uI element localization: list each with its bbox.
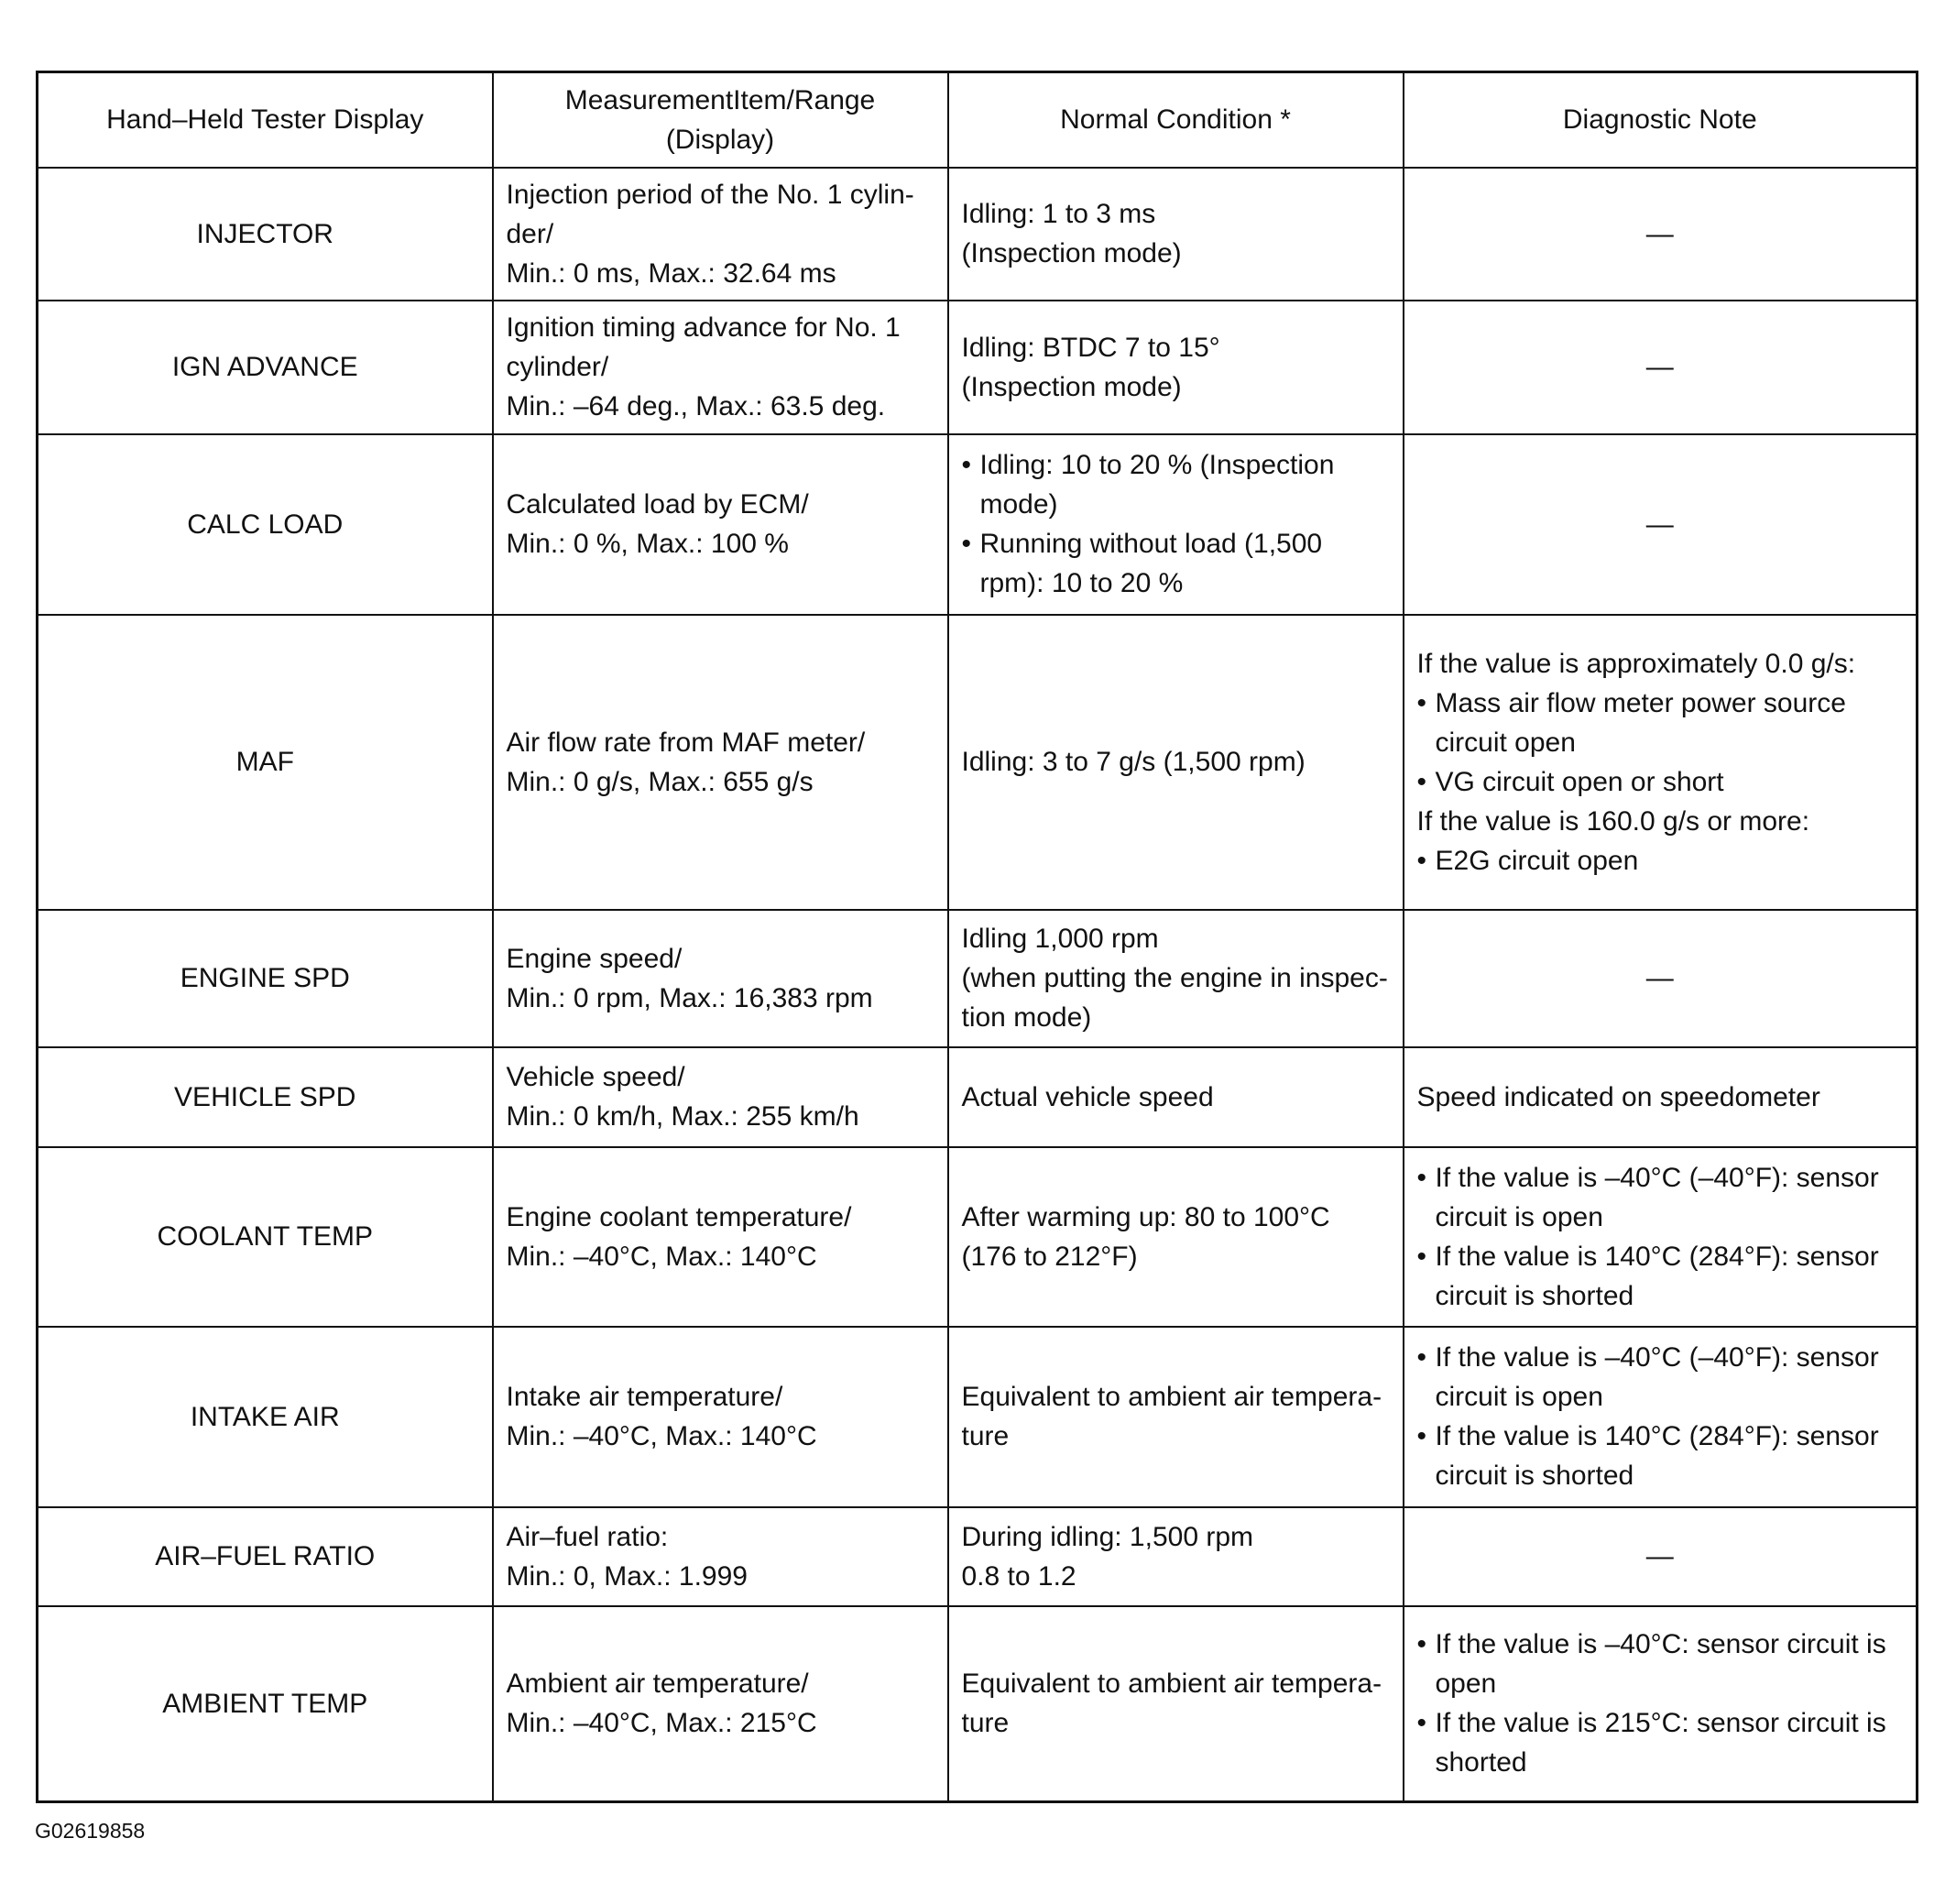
measurement-cell bbox=[493, 910, 948, 1047]
text-line: Min.: –40°C, Max.: 140°C bbox=[506, 1241, 817, 1272]
text-line: Min.: 0 rpm, Max.: 16,383 rpm bbox=[506, 982, 873, 1013]
text-line: cylinder/ bbox=[506, 352, 609, 382]
text-line: (when putting the engine in inspec- bbox=[961, 963, 1388, 993]
diagnostic-note-cell bbox=[1404, 1147, 1918, 1327]
data-list-table-container bbox=[36, 71, 1916, 1800]
bullet-item: • E2G circuit open bbox=[1417, 841, 1904, 881]
text-line: If the value is 160.0 g/s or more: bbox=[1416, 805, 1810, 837]
text-line: Ambient air temperature/ bbox=[506, 1669, 809, 1700]
text-line: Air–fuel ratio: bbox=[506, 1521, 669, 1552]
text-line: Min.: 0 g/s, Max.: 655 g/s bbox=[506, 766, 814, 797]
bullet-item: • If the value is –40°C (–40°F): sensor circuit is open bbox=[1417, 1158, 1904, 1237]
diagnostic-note-cell bbox=[1404, 615, 1918, 910]
bullet-item: • Mass air flow meter power source circuit open bbox=[1417, 684, 1904, 762]
text-line: (Inspection mode) bbox=[961, 371, 1182, 402]
tester-display-cell: VEHICLE SPD bbox=[38, 1047, 493, 1147]
measurement-cell bbox=[493, 168, 948, 301]
diagnostic-note-cell: — bbox=[1404, 434, 1918, 615]
text-line: Idling: 3 to 7 g/s (1,500 rpm) bbox=[961, 747, 1306, 777]
normal-condition-cell bbox=[948, 301, 1404, 434]
tester-display-cell: AMBIENT TEMP bbox=[38, 1606, 493, 1802]
normal-condition-cell bbox=[948, 1606, 1404, 1802]
table-row bbox=[38, 910, 1918, 1047]
text-line: Min.: –40°C, Max.: 215°C bbox=[506, 1708, 817, 1739]
header-row bbox=[38, 72, 1918, 168]
diagnostic-note-cell bbox=[1404, 1606, 1918, 1802]
text-line: Equivalent to ambient air tempera- bbox=[961, 1382, 1382, 1412]
diagnostic-note-cell: — bbox=[1404, 1507, 1918, 1606]
text-line: tion mode) bbox=[961, 1002, 1092, 1033]
measurement-cell bbox=[493, 1147, 948, 1327]
text-line: Min.: 0, Max.: 1.999 bbox=[506, 1560, 748, 1592]
text-line: (Inspection mode) bbox=[961, 238, 1182, 268]
text-line: ture bbox=[961, 1421, 1010, 1451]
header-measurement-line: MeasurementItem/Range bbox=[564, 84, 876, 115]
normal-condition-cell bbox=[948, 1147, 1404, 1327]
normal-condition-cell bbox=[948, 615, 1404, 910]
table-row bbox=[38, 1147, 1918, 1327]
tester-display-cell: COOLANT TEMP bbox=[38, 1147, 493, 1327]
table-row bbox=[38, 1047, 1918, 1147]
normal-condition-cell bbox=[948, 434, 1404, 615]
bullet-item: • If the value is 140°C (284°F): sensor circuit is shorted bbox=[1417, 1237, 1904, 1316]
tester-display-cell: MAF bbox=[38, 615, 493, 910]
tester-display-cell: AIR–FUEL RATIO bbox=[38, 1507, 493, 1606]
text-line: Injection period of the No. 1 cylin- bbox=[506, 179, 914, 210]
text-line: Min.: –40°C, Max.: 140°C bbox=[506, 1421, 817, 1451]
tester-display-cell: CALC LOAD bbox=[38, 434, 493, 615]
bullet-item: • Running without load (1,500 rpm): 10 to 20 % bbox=[962, 524, 1390, 603]
normal-condition-cell bbox=[948, 168, 1404, 301]
header-measurement-line: (Display) bbox=[665, 124, 775, 155]
bullet-item: • Idling: 10 to 20 % (Inspection mode) bbox=[962, 445, 1390, 524]
diagnostic-note-cell: — bbox=[1404, 301, 1918, 434]
table-row bbox=[38, 434, 1918, 615]
measurement-cell bbox=[493, 434, 948, 615]
measurement-cell bbox=[493, 615, 948, 910]
tester-display-cell: INJECTOR bbox=[38, 168, 493, 301]
measurement-cell bbox=[493, 1507, 948, 1606]
header-normal-condition: Normal Condition * bbox=[948, 72, 1404, 168]
measurement-cell bbox=[493, 301, 948, 434]
text-line: ture bbox=[961, 1708, 1010, 1739]
text-line: Engine coolant temperature/ bbox=[506, 1201, 852, 1232]
header-diagnostic-note: Diagnostic Note bbox=[1404, 72, 1918, 168]
text-line: Actual vehicle speed bbox=[961, 1081, 1214, 1112]
measurement-cell bbox=[493, 1327, 948, 1507]
measurement-cell bbox=[493, 1047, 948, 1147]
text-line: Air flow rate from MAF meter/ bbox=[506, 727, 866, 758]
text-line: Engine speed/ bbox=[506, 943, 683, 974]
text-line: Calculated load by ECM/ bbox=[506, 489, 809, 520]
table-row bbox=[38, 1606, 1918, 1802]
text-line: Equivalent to ambient air tempera- bbox=[961, 1669, 1382, 1700]
table-row bbox=[38, 1327, 1918, 1507]
tester-display-cell: INTAKE AIR bbox=[38, 1327, 493, 1507]
header-tester-display: Hand–Held Tester Display bbox=[38, 72, 493, 168]
normal-condition-cell bbox=[948, 1327, 1404, 1507]
text-line: der/ bbox=[506, 218, 554, 249]
bullet-item: • VG circuit open or short bbox=[1417, 762, 1904, 802]
text-line: Min.: –64 deg., Max.: 63.5 deg. bbox=[506, 391, 886, 421]
figure-id-label: G02619858 bbox=[35, 1819, 146, 1843]
text-line: Idling: BTDC 7 to 15° bbox=[961, 332, 1220, 363]
text-line: Min.: 0 ms, Max.: 32.64 ms bbox=[506, 257, 836, 289]
text-line: After warming up: 80 to 100°C bbox=[961, 1201, 1330, 1232]
text-line: If the value is approximately 0.0 g/s: bbox=[1416, 648, 1856, 679]
bullet-item: • If the value is 140°C (284°F): sensor circuit is shorted bbox=[1417, 1417, 1904, 1495]
measurement-cell bbox=[493, 1606, 948, 1802]
text-line: (176 to 212°F) bbox=[961, 1241, 1138, 1272]
text-line: Intake air temperature/ bbox=[506, 1382, 783, 1412]
normal-condition-cell bbox=[948, 1507, 1404, 1606]
text-line: Min.: 0 km/h, Max.: 255 km/h bbox=[506, 1101, 859, 1132]
normal-condition-cell bbox=[948, 910, 1404, 1047]
text-line: 0.8 to 1.2 bbox=[961, 1560, 1076, 1592]
text-line: Vehicle speed/ bbox=[506, 1062, 685, 1092]
bullet-item: • If the value is 215°C: sensor circuit is shorted bbox=[1417, 1703, 1904, 1782]
bullet-item: • If the value is –40°C: sensor circuit is open bbox=[1417, 1625, 1904, 1703]
table-row bbox=[38, 615, 1918, 910]
diagnostic-note-cell: — bbox=[1404, 910, 1918, 1047]
diagnostic-note-cell: — bbox=[1404, 168, 1918, 301]
normal-condition-cell bbox=[948, 1047, 1404, 1147]
data-list-table bbox=[36, 71, 1918, 1803]
text-line: Idling: 1 to 3 ms bbox=[961, 199, 1156, 229]
tester-display-cell: IGN ADVANCE bbox=[38, 301, 493, 434]
diagnostic-note-cell bbox=[1404, 1327, 1918, 1507]
table-row bbox=[38, 168, 1918, 301]
bullet-item: • If the value is –40°C (–40°F): sensor circuit is open bbox=[1417, 1338, 1904, 1417]
text-line: Idling 1,000 rpm bbox=[961, 924, 1159, 954]
table-row bbox=[38, 301, 1918, 434]
header-measurement-item bbox=[493, 72, 948, 168]
table-row bbox=[38, 1507, 1918, 1606]
tester-display-cell: ENGINE SPD bbox=[38, 910, 493, 1047]
diagnostic-note-cell: Speed indicated on speedometer bbox=[1404, 1047, 1918, 1147]
text-line: Min.: 0 %, Max.: 100 % bbox=[506, 529, 789, 559]
text-line: Ignition timing advance for No. 1 bbox=[506, 312, 901, 343]
text-line: During idling: 1,500 rpm bbox=[961, 1521, 1254, 1552]
